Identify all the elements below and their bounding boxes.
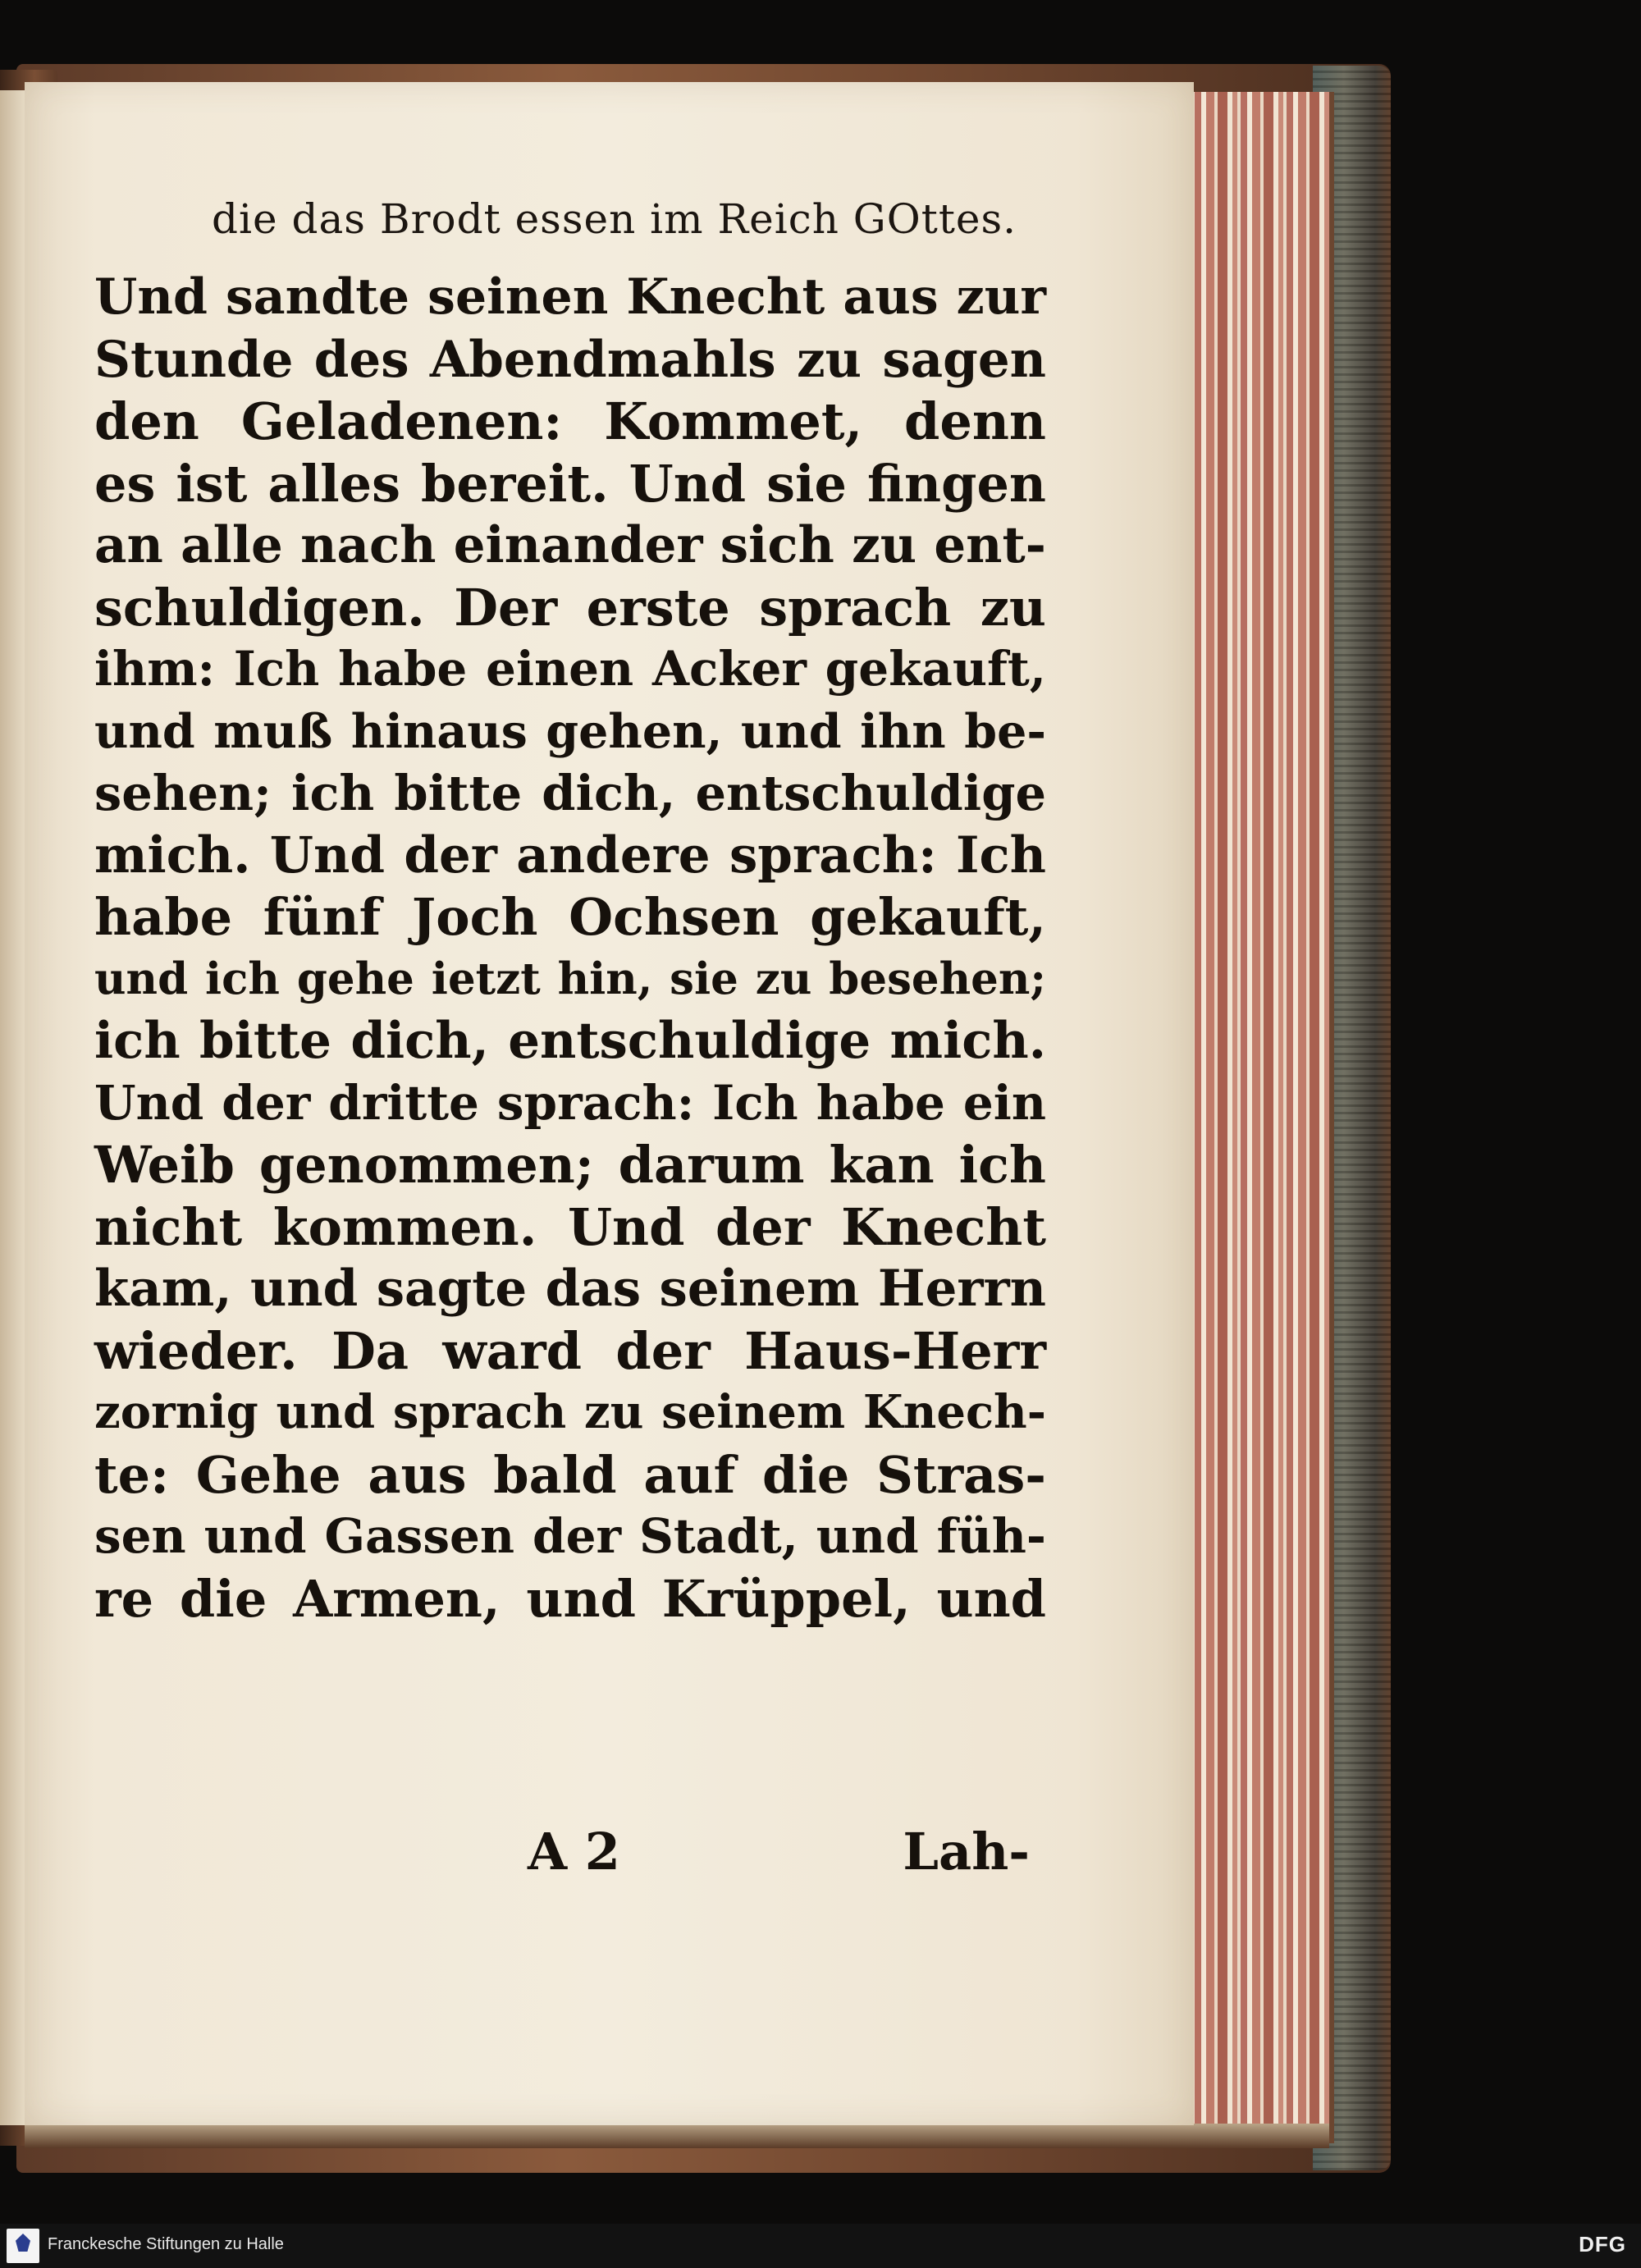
facing-page-sliver (0, 90, 26, 2125)
text-line: den Geladenen: Kommet, denn (94, 391, 1046, 451)
text-line: te: Gehe aus bald auf die Stras- (94, 1444, 1046, 1505)
text-line: mich. Und der andere sprach: Ich (94, 825, 1046, 885)
text-line: habe fünf Joch Ochsen gekauft, (94, 887, 1046, 947)
text-line: an alle nach einander sich zu ent- (94, 516, 1046, 574)
page-body-text (94, 267, 1046, 1630)
text-line: sen und Gassen der Stadt, und füh- (94, 1508, 1046, 1564)
text-line: und muß hinaus gehen, und ihn be- (94, 703, 1046, 759)
running-header: die das Brodt essen im Reich GOttes. (212, 195, 1017, 243)
text-line: Stunde des Abendmahls zu sagen (94, 330, 1046, 389)
page-footer (94, 1822, 1046, 1887)
text-line: schuldigen. Der erste sprach zu (94, 577, 1046, 638)
text-line: ihm: Ich habe einen Acker gekauft, (94, 641, 1046, 697)
text-line: es ist alles bereit. Und sie fingen (94, 453, 1046, 514)
page-bottom-edge (25, 2124, 1329, 2148)
text-line: wieder. Da ward der Haus-Herr (94, 1320, 1046, 1381)
text-line: und ich gehe ietzt hin, sie zu besehen; (94, 953, 1046, 1004)
text-line: kam, und sagte das seinem Herrn (94, 1260, 1046, 1318)
text-line: nicht kommen. Und der Knecht (94, 1196, 1046, 1257)
text-line: re die Armen, und Krüppel, und (94, 1568, 1046, 1629)
text-line: sehen; ich bitte dich, entschuldige (94, 765, 1046, 821)
catchword: Lah- (903, 1822, 1030, 1882)
text-line: ich bitte dich, entschuldige mich. (94, 1012, 1046, 1070)
dfg-logo: DFG (1579, 2232, 1626, 2257)
text-line: Und der dritte sprach: Ich habe ein (94, 1074, 1046, 1131)
page-edges (1182, 92, 1334, 2143)
text-line: Weib genommen; darum kan ich (94, 1135, 1046, 1195)
signature-mark: A 2 (528, 1822, 620, 1882)
text-line: zornig und sprach zu seinem Knech- (94, 1385, 1046, 1439)
viewer-footer-bar (0, 2224, 1641, 2268)
institution-logo-icon (7, 2229, 39, 2263)
institution-name: Franckesche Stiftungen zu Halle (48, 2235, 284, 2253)
text-line: Und sandte seinen Knecht aus zur (94, 268, 1046, 326)
